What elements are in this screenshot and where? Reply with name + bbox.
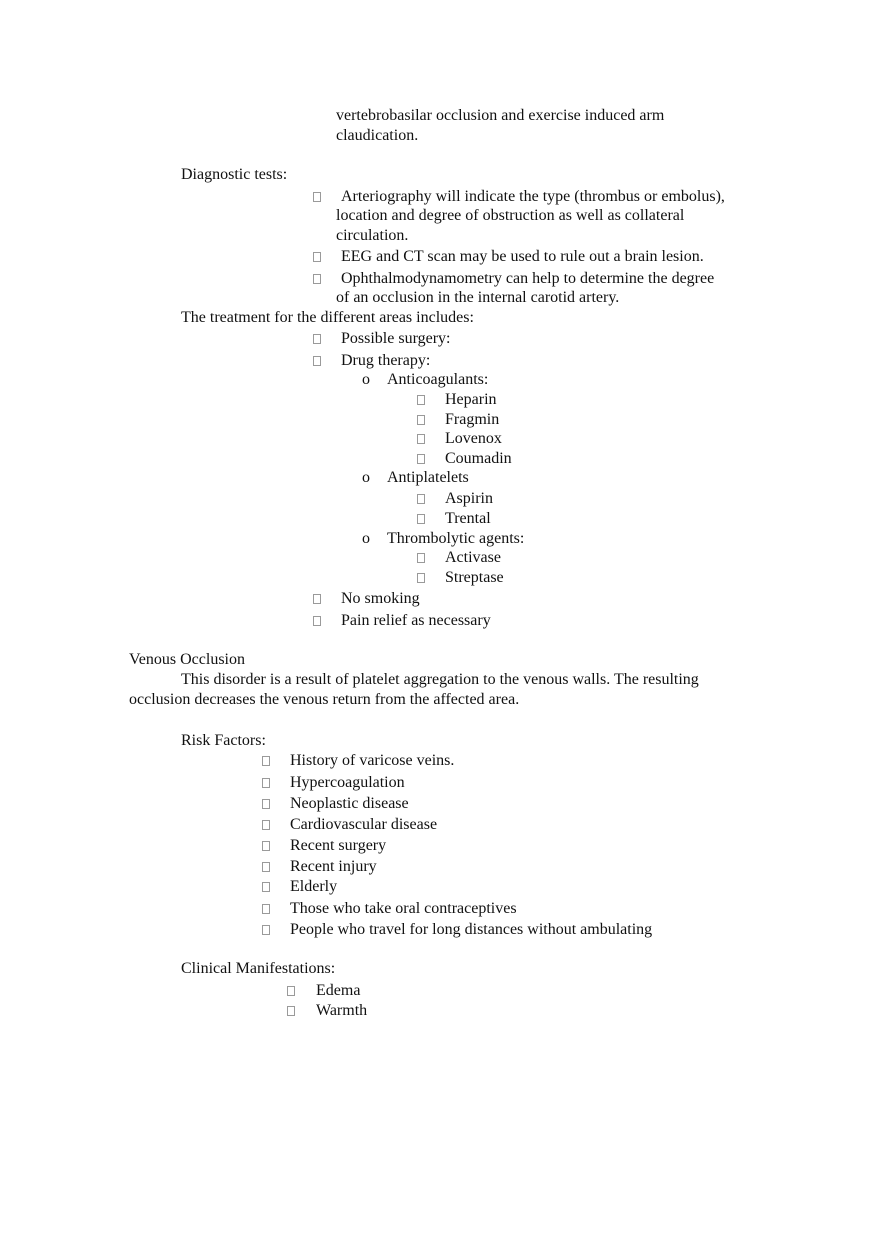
clinical-heading: Clinical Manifestations:: [181, 960, 336, 977]
bullet-icon: [313, 594, 321, 604]
list-item-text: location and degree of obstruction as well as collateral: [336, 207, 685, 224]
bullet-icon: [417, 395, 425, 405]
bullet-icon: [313, 616, 321, 626]
list-item-text: EEG and CT scan may be used to rule out a brain lesion.: [341, 248, 704, 265]
list-item-text: Ophthalmodynamometry can help to determine the degree: [341, 270, 715, 287]
list-item-text: Streptase: [445, 569, 504, 586]
intro-line: vertebrobasilar occlusion and exercise induced arm: [336, 107, 665, 124]
bullet-icon: [313, 356, 321, 366]
bullet-icon: [262, 820, 270, 830]
list-item-text: Elderly: [290, 878, 338, 895]
list-item-text: Neoplastic disease: [290, 795, 409, 812]
list-item-text: of an occlusion in the internal carotid artery.: [336, 289, 620, 306]
list-item-text: Aspirin: [445, 490, 493, 507]
list-item-text: Heparin: [445, 391, 497, 408]
bullet-icon: [262, 756, 270, 766]
treatment-heading: The treatment for the different areas includes:: [181, 309, 474, 326]
list-item-text: Drug therapy:: [341, 352, 431, 369]
list-item-text: Activase: [445, 549, 501, 566]
bullet-icon: [313, 192, 321, 202]
list-item-text: Those who take oral contraceptives: [290, 900, 517, 917]
bullet-icon: [417, 434, 425, 444]
sublist-label: Antiplatelets: [387, 469, 469, 486]
list-item-text: Hypercoagulation: [290, 774, 405, 791]
list-item-text: Trental: [445, 510, 491, 527]
risk-heading: Risk Factors:: [181, 732, 266, 749]
sub-bullet-marker: o: [362, 530, 370, 547]
bullet-icon: [417, 553, 425, 563]
list-item-text: No smoking: [341, 590, 420, 607]
section-title: Venous Occlusion: [129, 651, 245, 668]
bullet-icon: [287, 986, 295, 996]
list-item-text: Arteriography will indicate the type (thrombus or embolus),: [341, 188, 725, 205]
bullet-icon: [417, 454, 425, 464]
bullet-icon: [262, 778, 270, 788]
list-item-text: People who travel for long distances without ambulating: [290, 921, 653, 938]
paragraph-line: occlusion decreases the venous return from the affected area.: [129, 691, 520, 708]
list-item-text: Lovenox: [445, 430, 502, 447]
bullet-icon: [417, 573, 425, 583]
bullet-icon: [262, 799, 270, 809]
list-item-text: Cardiovascular disease: [290, 816, 438, 833]
list-item-text: History of varicose veins.: [290, 752, 455, 769]
bullet-icon: [262, 862, 270, 872]
list-item-text: Warmth: [316, 1002, 368, 1019]
bullet-icon: [287, 1006, 295, 1016]
bullet-icon: [313, 252, 321, 262]
bullet-icon: [262, 841, 270, 851]
bullet-icon: [313, 334, 321, 344]
bullet-icon: [262, 925, 270, 935]
list-item-text: Fragmin: [445, 411, 500, 428]
bullet-icon: [417, 514, 425, 524]
list-item-text: Possible surgery:: [341, 330, 451, 347]
sub-bullet-marker: o: [362, 371, 370, 388]
bullet-icon: [262, 882, 270, 892]
bullet-icon: [417, 494, 425, 504]
sub-bullet-marker: o: [362, 469, 370, 486]
list-item-text: Recent injury: [290, 858, 377, 875]
list-item-text: Coumadin: [445, 450, 512, 467]
sublist-label: Thrombolytic agents:: [387, 530, 525, 547]
paragraph-line: This disorder is a result of platelet aggregation to the venous walls. The resulting: [181, 671, 699, 688]
diagnostic-heading: Diagnostic tests:: [181, 166, 288, 183]
sublist-label: Anticoagulants:: [387, 371, 489, 388]
list-item-text: Pain relief as necessary: [341, 612, 491, 629]
bullet-icon: [417, 415, 425, 425]
intro-line: claudication.: [336, 127, 419, 144]
bullet-icon: [313, 274, 321, 284]
list-item-text: circulation.: [336, 227, 409, 244]
list-item-text: Edema: [316, 982, 361, 999]
list-item-text: Recent surgery: [290, 837, 387, 854]
bullet-icon: [262, 904, 270, 914]
